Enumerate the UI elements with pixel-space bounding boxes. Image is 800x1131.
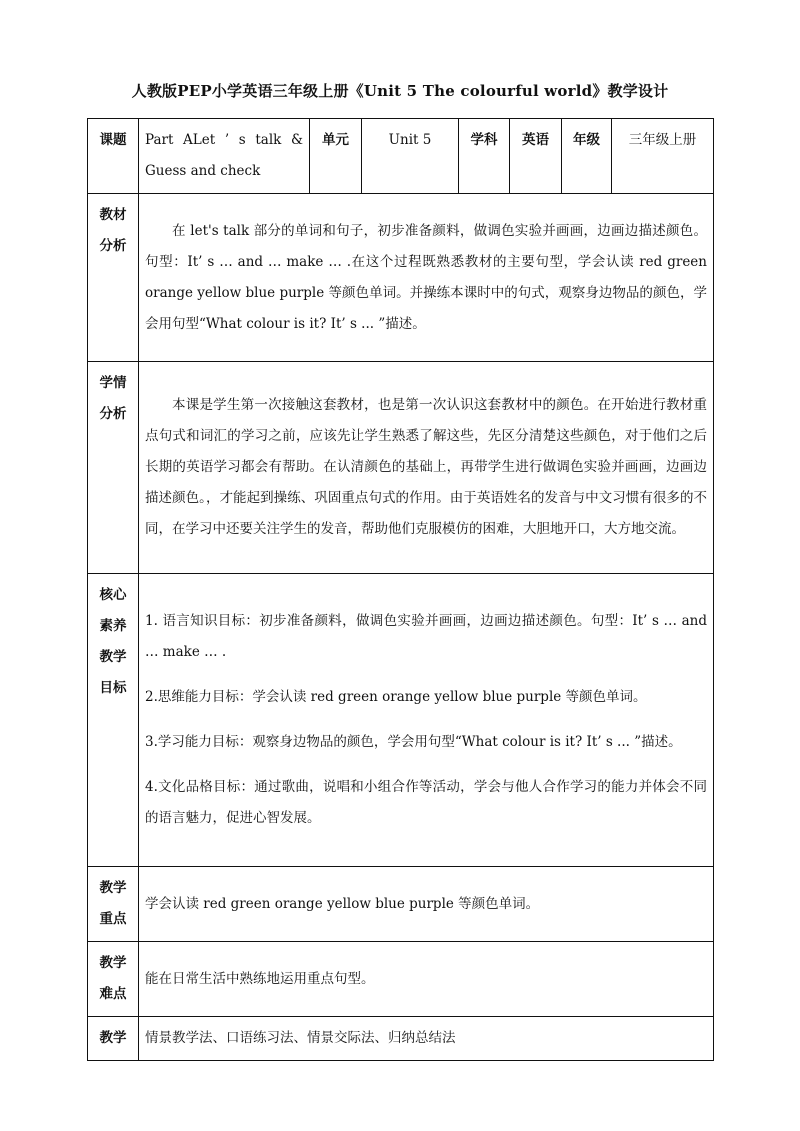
core-goals-row: [88, 574, 714, 867]
core-goals-label-line4: 目标: [99, 680, 127, 696]
header-row: [88, 119, 714, 194]
subject-label: 学科: [459, 119, 510, 194]
learner-analysis-text: 本课是学生第一次接触这套教材，也是第一次认识这套教材中的颜色。在开始进行教材重点句式和词汇的学习之前，应该先让学生熟悉了解这些，先区分清楚这些颜色，对于他们之后长期的英语学习都会有帮助。在认清颜色的基础上，再带学生进行做调色实验并画画，边画边描述颜色。，才能起到操练、巩固重点句式的作用。由于英语姓名的发音与中文习惯有很多的不同，在学习中还要关注学生的发音，帮助他们克服模仿的困难，大胆地开口，大方地交流。: [145, 397, 707, 537]
goal-item-thinking: 2.思维能力目标：学会认读 red green orange yellow blue purple 等颜色单词。: [145, 689, 647, 705]
key-points-row: [88, 867, 714, 942]
textbook-analysis-text: 在 let's talk 部分的单词和句子，初步准备颜料，做调色实验并画画，边画边描述颜色。句型：It’ s … and … make … .在这个过程既熟悉教材的主要句型，学会认读 red green orange yellow blue purple 等颜色单词。并操练本课时中的句式，观察身边物品的颜色，学会用句型“What colour is it? It’ s ... ”描述。: [145, 222, 707, 332]
textbook-analysis-label: [88, 194, 139, 362]
textbook-analysis-label-line2: 分析: [99, 238, 127, 254]
grade-value: 三年级上册: [612, 119, 714, 194]
key-points-label: [88, 867, 139, 942]
methods-content: 情景教学法、口语练习法、情景交际法、归纳总结法: [139, 1017, 714, 1061]
goal-item-culture: 4.文化品格目标：通过歌曲，说唱和小组合作等活动，学会与他人合作学习的能力并体会不同的语言魅力，促进心智发展。: [145, 779, 707, 826]
difficulties-row: [88, 942, 714, 1017]
textbook-analysis-label-line1: 教材: [99, 207, 127, 223]
course-value: Part ALet ’ s talk & Guess and check: [139, 119, 310, 194]
learner-analysis-label-line1: 学情: [99, 375, 127, 391]
grade-label: 年级: [562, 119, 612, 194]
key-points-label-line1: 教学: [99, 880, 127, 896]
document-title: 人教版PEP小学英语三年级上册《Unit 5 The colourful world》教学设计: [131, 82, 669, 100]
learner-analysis-content: [139, 362, 714, 574]
unit-value: Unit 5: [362, 119, 459, 194]
course-label: 课题: [88, 119, 139, 194]
difficulties-label: [88, 942, 139, 1017]
core-goals-label-line1: 核心: [99, 587, 127, 603]
key-points-content: 学会认读 red green orange yellow blue purple 等颜色单词。: [139, 867, 714, 942]
difficulties-label-line2: 难点: [99, 986, 127, 1002]
methods-label: 教学: [88, 1017, 139, 1061]
learner-analysis-label-line2: 分析: [99, 406, 127, 422]
difficulties-label-line1: 教学: [99, 955, 127, 971]
core-goals-label-line2: 素养: [99, 618, 127, 634]
unit-label: 单元: [310, 119, 362, 194]
learner-analysis-label: [88, 362, 139, 574]
core-goals-label: [88, 574, 139, 867]
lesson-plan-table: [87, 118, 714, 1061]
learner-analysis-row: [88, 362, 714, 574]
goal-item-language: 1. 语言知识目标：初步准备颜料，做调色实验并画画，边画边描述颜色。句型：It’ s … and … make … .: [145, 613, 707, 660]
subject-value: 英语: [510, 119, 562, 194]
textbook-analysis-row: [88, 194, 714, 362]
core-goals-label-line3: 教学: [99, 649, 127, 665]
textbook-analysis-content: [139, 194, 714, 362]
key-points-label-line2: 重点: [99, 911, 127, 927]
core-goals-content: [139, 574, 714, 867]
methods-row: [88, 1017, 714, 1061]
goal-item-learning: 3.学习能力目标：观察身边物品的颜色，学会用句型“What colour is it? It’ s ... ”描述。: [145, 734, 682, 750]
difficulties-content: 能在日常生活中熟练地运用重点句型。: [139, 942, 714, 1017]
